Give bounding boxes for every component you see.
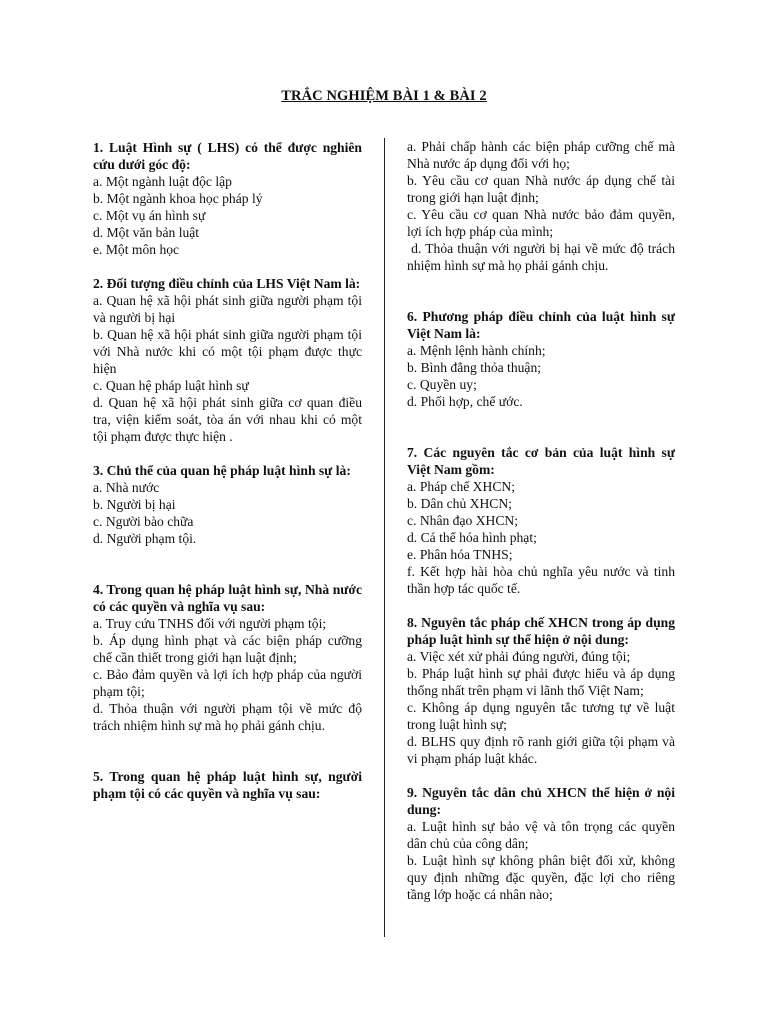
question-5 bbox=[93, 768, 362, 802]
question-2-option-d: d. Quan hệ xã hội phát sinh giữa cơ quan điều tra, viện kiểm soát, tòa án với nhau khi có một tội phạm được thực hiện . bbox=[93, 395, 362, 444]
left-column bbox=[93, 139, 362, 802]
question-5-continued bbox=[407, 138, 679, 274]
question-9-option-b: b. Luật hình sự không phân biệt đối xử, không quy định những đặc quyền, đặc lợi cho riêng tầng lớp hoặc cá nhân nào; bbox=[407, 853, 675, 902]
question-4-option-a: a. Truy cứu TNHS đối với người phạm tội; bbox=[93, 616, 327, 631]
question-3 bbox=[93, 462, 362, 547]
question-7-option-d: d. Cá thể hóa hình phạt; bbox=[407, 530, 537, 545]
question-6-option-b: b. Bình đẳng thỏa thuận; bbox=[407, 360, 542, 375]
question-1-option-c: c. Một vụ án hình sự bbox=[93, 208, 206, 223]
question-2-option-c: c. Quan hệ pháp luật hình sự bbox=[93, 378, 249, 393]
question-7-option-e: e. Phân hóa TNHS; bbox=[407, 547, 513, 562]
question-3-option-a: a. Nhà nước bbox=[93, 480, 160, 495]
question-5-option-a: a. Phải chấp hành các biện pháp cưỡng chế mà Nhà nước áp dụng đối với họ; bbox=[407, 139, 675, 171]
question-7-option-b: b. Dân chủ XHCN; bbox=[407, 496, 512, 511]
question-6-text: 6. Phương pháp điều chỉnh của luật hình sự Việt Nam là: bbox=[407, 309, 675, 341]
question-2 bbox=[93, 275, 362, 445]
question-4-option-c: c. Bảo đảm quyền và lợi ích hợp pháp của người phạm tội; bbox=[93, 667, 362, 699]
question-8-option-d: d. BLHS quy định rõ ranh giới giữa tội phạm và vi phạm pháp luật khác. bbox=[407, 734, 675, 766]
question-5-option-d: d. Thỏa thuận với người bị hại về mức độ trách nhiệm hình sự mà họ phải gánh chịu. bbox=[407, 241, 679, 273]
question-6 bbox=[407, 308, 675, 410]
question-8 bbox=[407, 614, 675, 767]
question-2-text: 2. Đối tượng điều chỉnh của LHS Việt Nam là: bbox=[93, 276, 361, 291]
question-5-option-c: c. Yêu cầu cơ quan Nhà nước bảo đảm quyền, lợi ích hợp pháp của mình; bbox=[407, 207, 675, 239]
question-3-text: 3. Chủ thể của quan hệ pháp luật hình sự là: bbox=[93, 463, 351, 478]
question-1-option-b: b. Một ngành khoa học pháp lý bbox=[93, 191, 263, 206]
question-6-option-d: d. Phối hợp, chế ước. bbox=[407, 394, 523, 409]
question-3-option-b: b. Người bị hại bbox=[93, 497, 176, 512]
question-1-option-d: d. Một văn bản luật bbox=[93, 225, 200, 240]
question-7-option-f: f. Kết hợp hài hòa chủ nghĩa yêu nước và tinh thần hợp tác quốc tế. bbox=[407, 564, 675, 596]
question-1-text: 1. Luật Hình sự ( LHS) có thể được nghiên cứu dưới góc độ: bbox=[93, 140, 362, 172]
question-6-option-c: c. Quyền uy; bbox=[407, 377, 477, 392]
column-divider bbox=[384, 138, 385, 937]
question-2-option-a: a. Quan hệ xã hội phát sinh giữa người phạm tội và người bị hại bbox=[93, 293, 362, 325]
question-7 bbox=[407, 444, 675, 597]
question-4-option-d: d. Thỏa thuận với người phạm tội về mức độ trách nhiệm hình sự mà họ phải gánh chịu. bbox=[93, 701, 362, 733]
question-7-option-a: a. Pháp chế XHCN; bbox=[407, 479, 515, 494]
question-8-option-b: b. Pháp luật hình sự phải được hiểu và áp dụng thống nhất trên phạm vi lãnh thổ Việt Nam; bbox=[407, 666, 675, 698]
right-column bbox=[407, 138, 679, 903]
question-2-option-b: b. Quan hệ xã hội phát sinh giữa người phạm tội với Nhà nước khi có một tội phạm được thực hiện bbox=[93, 327, 362, 376]
question-5-option-b: b. Yêu cầu cơ quan Nhà nước áp dụng chế tài trong giới hạn luật định; bbox=[407, 173, 675, 205]
question-1 bbox=[93, 139, 362, 258]
question-9-option-a: a. Luật hình sự bảo vệ và tôn trọng các quyền dân chủ của công dân; bbox=[407, 819, 675, 851]
question-1-option-a: a. Một ngành luật độc lập bbox=[93, 174, 232, 189]
question-8-option-a: a. Việc xét xử phải đúng người, đúng tội; bbox=[407, 649, 631, 664]
question-9-text: 9. Nguyên tắc dân chủ XHCN thể hiện ở nội dung: bbox=[407, 785, 675, 817]
question-3-option-d: d. Người phạm tội. bbox=[93, 531, 197, 546]
question-8-option-c: c. Không áp dụng nguyên tắc tương tự về luật trong luật hình sự; bbox=[407, 700, 675, 732]
question-7-option-c: c. Nhân đạo XHCN; bbox=[407, 513, 518, 528]
question-6-option-a: a. Mệnh lệnh hành chính; bbox=[407, 343, 546, 358]
question-4-option-b: b. Áp dụng hình phạt và các biện pháp cưỡng chế cần thiết trong giới hạn luật định; bbox=[93, 633, 362, 665]
question-4-text: 4. Trong quan hệ pháp luật hình sự, Nhà nước có các quyền và nghĩa vụ sau: bbox=[93, 582, 362, 614]
question-1-option-e: e. Một môn học bbox=[93, 242, 180, 257]
document-title: TRẮC NGHIỆM BÀI 1 & BÀI 2 bbox=[281, 88, 487, 104]
question-9 bbox=[407, 784, 675, 903]
question-7-text: 7. Các nguyên tắc cơ bản của luật hình sự Việt Nam gồm: bbox=[407, 445, 675, 477]
question-5-text: 5. Trong quan hệ pháp luật hình sự, người phạm tội có các quyền và nghĩa vụ sau: bbox=[93, 769, 362, 801]
question-4 bbox=[93, 581, 362, 734]
question-8-text: 8. Nguyên tắc pháp chế XHCN trong áp dụng pháp luật hình sự thể hiện ở nội dung: bbox=[407, 615, 675, 647]
question-3-option-c: c. Người bào chữa bbox=[93, 514, 194, 529]
